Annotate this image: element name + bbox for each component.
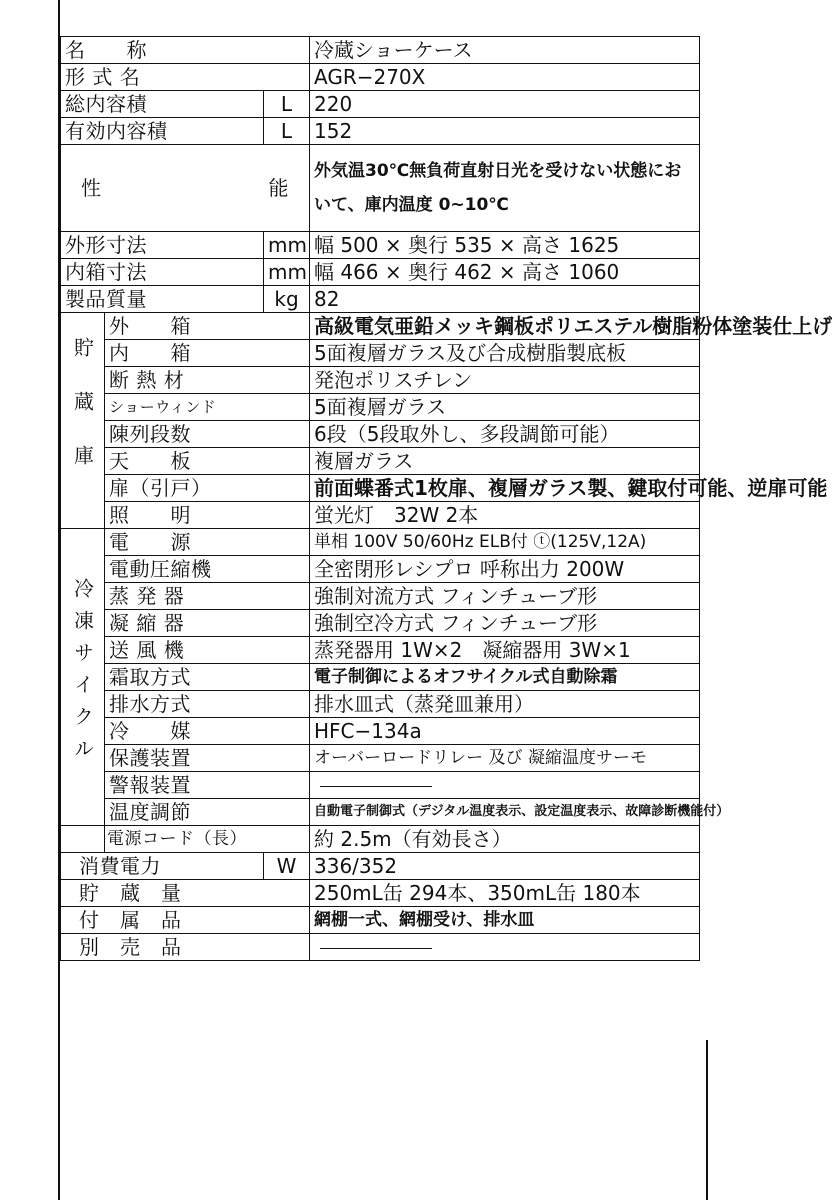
- cycle-row: [61, 529, 700, 556]
- unit-weight: kg: [264, 286, 310, 313]
- value-cord: 約 2.5m（有効長さ）: [310, 826, 700, 853]
- storage-value: 発泡ポリスチレン: [310, 367, 700, 394]
- row-accessories: [61, 907, 700, 934]
- value-outer-dim: 幅 500 × 奥行 535 × 高さ 1625: [310, 232, 700, 259]
- none-dash: [320, 786, 432, 787]
- storage-row: [61, 502, 700, 529]
- none-dash: [320, 948, 432, 949]
- storage-label: 断 熱 材: [105, 367, 310, 394]
- cycle-row: [61, 583, 700, 610]
- value-model: AGR−270X: [310, 64, 700, 91]
- label-inner-dim: 内箱寸法: [61, 259, 264, 286]
- storage-value: 複層ガラス: [310, 448, 700, 475]
- unit-inner-dim: mm: [264, 259, 310, 286]
- unit-total-capacity: L: [264, 91, 310, 118]
- unit-power: W: [264, 853, 310, 880]
- value-sold-separately: [310, 934, 700, 961]
- cycle-label: 電 源: [105, 529, 310, 556]
- storage-label: 内 箱: [105, 340, 310, 367]
- cycle-label: 温度調節: [105, 799, 310, 826]
- storage-row: [61, 340, 700, 367]
- storage-row: [61, 448, 700, 475]
- cycle-value: 蒸発器用 1W×2 凝縮器用 3W×1: [310, 637, 700, 664]
- storage-label: 扉（引戸）: [105, 475, 310, 502]
- row-name: [61, 37, 700, 64]
- cycle-category: 冷凍サイクル: [61, 529, 105, 826]
- row-effective-capacity: [61, 118, 700, 145]
- cycle-label: 送 風 機: [105, 637, 310, 664]
- row-total-capacity: [61, 91, 700, 118]
- storage-value: 6段（5段取外し、多段調節可能）: [310, 421, 700, 448]
- cord-spacer: [61, 826, 105, 853]
- cycle-row: [61, 718, 700, 745]
- cycle-value: 電子制御によるオフサイクル式自動除霜: [310, 664, 700, 691]
- value-total-capacity: 220: [310, 91, 700, 118]
- storage-label: ショーウィンド: [105, 394, 310, 421]
- right-border-line: [706, 1040, 708, 1200]
- value-name: 冷蔵ショーケース: [310, 37, 700, 64]
- unit-outer-dim: mm: [264, 232, 310, 259]
- label-name: 名 称: [61, 37, 310, 64]
- label-performance-a: 性: [81, 176, 102, 200]
- label-effective-capacity: 有効内容積: [61, 118, 264, 145]
- row-power: [61, 853, 700, 880]
- cycle-value: HFC−134a: [310, 718, 700, 745]
- row-sold-separately: [61, 934, 700, 961]
- cycle-label: 警報装置: [105, 772, 310, 799]
- value-inner-dim: 幅 466 × 奥行 462 × 高さ 1060: [310, 259, 700, 286]
- storage-row: [61, 394, 700, 421]
- value-performance: 外気温30℃無負荷直射日光を受けない状態において、庫内温度 0~10℃: [310, 145, 700, 232]
- storage-value: 5面複層ガラス及び合成樹脂製底板: [310, 340, 700, 367]
- label-storage-amount: 貯 蔵 量: [61, 880, 310, 907]
- cycle-row: [61, 556, 700, 583]
- label-power: 消費電力: [61, 853, 264, 880]
- cycle-value: オーバーロードリレー 及び 凝縮温度サーモ: [310, 745, 700, 772]
- label-performance: [61, 145, 310, 232]
- storage-row: [61, 475, 700, 502]
- value-accessories: 網棚一式、網棚受け、排水皿: [310, 907, 700, 934]
- cycle-row: [61, 691, 700, 718]
- cycle-label: 排水方式: [105, 691, 310, 718]
- cycle-value: 単相 100V 50/60Hz ELB付 ⓣ(125V,12A): [310, 529, 700, 556]
- label-total-capacity: 総内容積: [61, 91, 264, 118]
- row-outer-dim: [61, 232, 700, 259]
- storage-row: [61, 367, 700, 394]
- row-performance: [61, 145, 700, 232]
- row-model: [61, 64, 700, 91]
- label-weight: 製品質量: [61, 286, 264, 313]
- cycle-row: [61, 745, 700, 772]
- cycle-row: [61, 772, 700, 799]
- cycle-label: 蒸 発 器: [105, 583, 310, 610]
- cycle-value: 排水皿式（蒸発皿兼用）: [310, 691, 700, 718]
- label-sold-separately: 別 売 品: [61, 934, 310, 961]
- cycle-value: 強制空冷方式 フィンチューブ形: [310, 610, 700, 637]
- cycle-label: 霜取方式: [105, 664, 310, 691]
- label-outer-dim: 外形寸法: [61, 232, 264, 259]
- label-cord: 電源コード（長）: [105, 826, 310, 853]
- row-cord: [61, 826, 700, 853]
- cycle-value: [310, 772, 700, 799]
- value-storage-amount: 250mL缶 294本、350mL缶 180本: [310, 880, 700, 907]
- cycle-value: 全密閉形レシプロ 呼称出力 200W: [310, 556, 700, 583]
- cycle-label: 電動圧縮機: [105, 556, 310, 583]
- label-performance-b: 能: [268, 176, 289, 200]
- row-inner-dim: [61, 259, 700, 286]
- value-power: 336/352: [310, 853, 700, 880]
- storage-row: [61, 421, 700, 448]
- storage-label: 外 箱: [105, 313, 310, 340]
- label-accessories: 付 属 品: [61, 907, 310, 934]
- spec-table: [60, 36, 832, 961]
- cycle-row: [61, 610, 700, 637]
- storage-row: [61, 313, 700, 340]
- storage-value: 蛍光灯 32W 2本: [310, 502, 700, 529]
- cycle-value: 強制対流方式 フィンチューブ形: [310, 583, 700, 610]
- storage-label: 天 板: [105, 448, 310, 475]
- cycle-label: 保護装置: [105, 745, 310, 772]
- value-effective-capacity: 152: [310, 118, 700, 145]
- value-weight: 82: [310, 286, 700, 313]
- storage-value: 5面複層ガラス: [310, 394, 700, 421]
- storage-label: 陳列段数: [105, 421, 310, 448]
- cycle-label: 冷 媒: [105, 718, 310, 745]
- storage-value: 高級電気亜鉛メッキ鋼板ポリエステル樹脂粉体塗装仕上げ: [310, 313, 700, 340]
- label-model: 形 式 名: [61, 64, 310, 91]
- cycle-value: 自動電子制御式（デジタル温度表示、設定温度表示、故障診断機能付）: [310, 799, 700, 826]
- row-storage-amount: [61, 880, 700, 907]
- storage-category: 貯蔵庫: [61, 313, 105, 529]
- row-weight: [61, 286, 700, 313]
- cycle-label: 凝 縮 器: [105, 610, 310, 637]
- cycle-row: [61, 664, 700, 691]
- cycle-row: [61, 799, 700, 826]
- storage-label: 照 明: [105, 502, 310, 529]
- unit-effective-capacity: L: [264, 118, 310, 145]
- cycle-row: [61, 637, 700, 664]
- storage-value: 前面蝶番式1枚扉、複層ガラス製、鍵取付可能、逆扉可能: [310, 475, 700, 502]
